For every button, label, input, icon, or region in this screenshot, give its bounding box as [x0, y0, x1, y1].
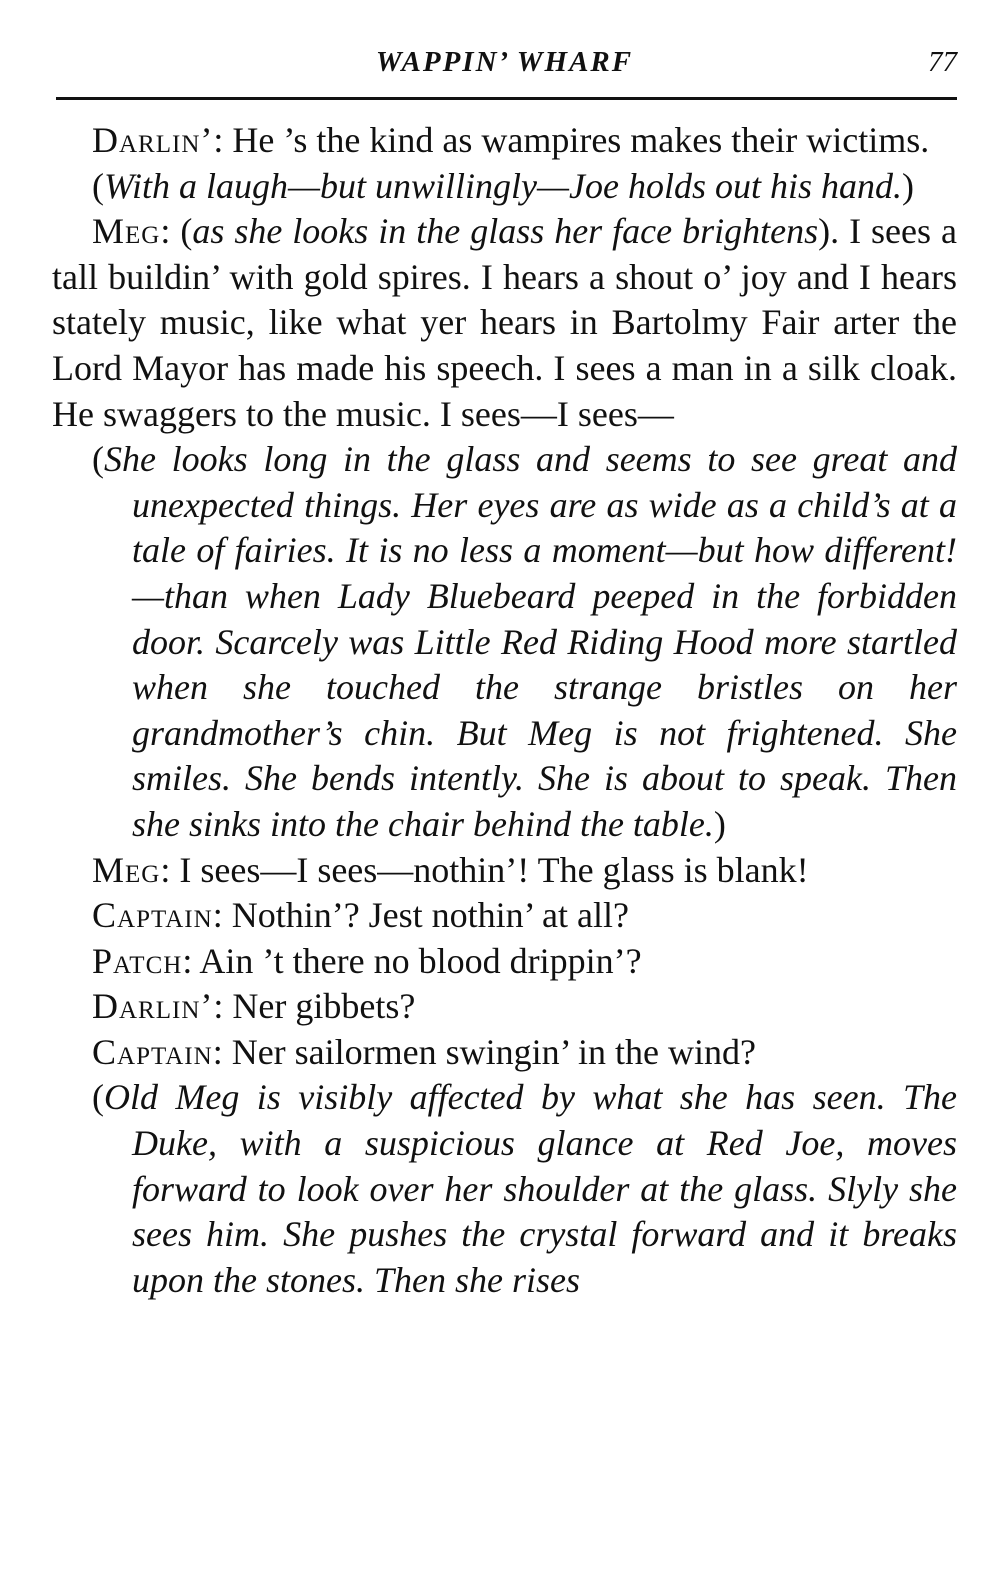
stage-direction-3: (Old Meg is visibly affected by what she has seen. The Duke, with a suspicious glance at Red Joe, moves forward to look over her shoulder at the glass. Slyly she sees him. She pushes the crystal forward and it breaks upon the stones. Then she rises	[92, 1077, 957, 1300]
speech-text: I sees a tall buildin’ with gold spires. I hears a shout o’ joy and I hears stately music, like what yer hears in Bartolmy Fair arter the Lord Mayor has made his speech. I sees a man in a silk cloak. He swaggers to the music. I sees—I sees—	[52, 211, 957, 434]
inline-direction: as she looks in the glass her face brightens	[192, 211, 819, 252]
play-text	[52, 118, 957, 1303]
speech-text: Ain ’t there no blood drippin’?	[199, 940, 642, 981]
speaker-name: Captain	[92, 1031, 213, 1072]
speech-darlin-1: Darlin’: He ’s the kind as wampires makes their wictims.	[92, 120, 930, 160]
speaker-name: Meg	[92, 849, 161, 890]
speaker-name: Captain	[92, 895, 213, 936]
speech-text: Ner sailormen swingin’ in the wind?	[231, 1031, 756, 1072]
speech-text: I sees—I sees—nothin’! The glass is blank!	[179, 849, 809, 890]
speech-meg-1: Meg: (as she looks in the glass her face brightens). I sees a tall buildin’ with gold spires. I hears a shout o’ joy and I hears stately music, like what yer hears in Bartolmy Fair arter the Lord Mayor has made his speech. I sees a man in a silk cloak. He swaggers to the music. I sees—I sees—	[52, 211, 957, 434]
speech-text: He ’s the kind as wampires makes their wictims.	[232, 120, 930, 160]
speech-darlin-2: Darlin’: Ner gibbets?	[92, 986, 416, 1027]
speech-text: Ner gibbets?	[232, 986, 416, 1027]
speech-captain-1: Captain: Nothin’? Jest nothin’ at all?	[92, 895, 629, 936]
direction-text: Old Meg is visibly affected by what she has seen. The Duke, with a suspicious glance at Red Joe, moves forward to look over her shoulder at the glass. Slyly she sees him. She pushes the crystal forward and it breaks upon the stones. Then she rises	[104, 1077, 957, 1300]
book-page	[52, 0, 957, 1300]
speaker-name: Darlin’	[92, 120, 214, 160]
running-title: WAPPIN’ WHARF	[375, 46, 634, 78]
speaker-name: Patch	[92, 940, 183, 981]
page-number: 77	[928, 46, 957, 78]
speech-captain-2: Captain: Ner sailormen swingin’ in the wind?	[92, 1031, 756, 1072]
direction-text: With a laugh—but unwillingly—Joe holds out his hand.	[104, 165, 903, 206]
speech-text: Nothin’? Jest nothin’ at all?	[231, 895, 629, 936]
speaker-name: Darlin’	[92, 986, 214, 1027]
speech-meg-2: Meg: I sees—I sees—nothin’! The glass is blank!	[92, 849, 809, 890]
speech-patch-1: Patch: Ain ’t there no blood drippin’?	[92, 940, 642, 981]
running-head	[52, 0, 957, 100]
stage-direction-1: (With a laugh—but unwillingly—Joe holds out his hand.)	[92, 165, 915, 206]
stage-direction-2: (She looks long in the glass and seems to see great and unexpected things. Her eyes are as wide as a child’s at a tale of fairies. It is no less a moment—but how different!—than when Lady Bluebeard peeped in the forbidden door. Scarcely was Little Red Riding Hood more startled when she touched the strange bristles on her grandmother’s chin. But Meg is not frightened. She smiles. She bends intently. She is about to speak. Then she sinks into the chair behind the table.)	[92, 439, 957, 844]
header-rule	[56, 97, 957, 100]
direction-text: She looks long in the glass and seems to see great and unexpected things. Her eyes are as wide as a child’s at a tale of fairies. It is no less a moment—but how different!—than when Lady Bluebeard peeped in the forbidden door. Scarcely was Little Red Riding Hood more startled when she touched the strange bristles on her grandmother’s chin. But Meg is not frightened. She smiles. She bends intently. She is about to speak. Then she sinks into the chair behind the table.	[104, 439, 957, 844]
speaker-name: Meg	[92, 211, 161, 252]
